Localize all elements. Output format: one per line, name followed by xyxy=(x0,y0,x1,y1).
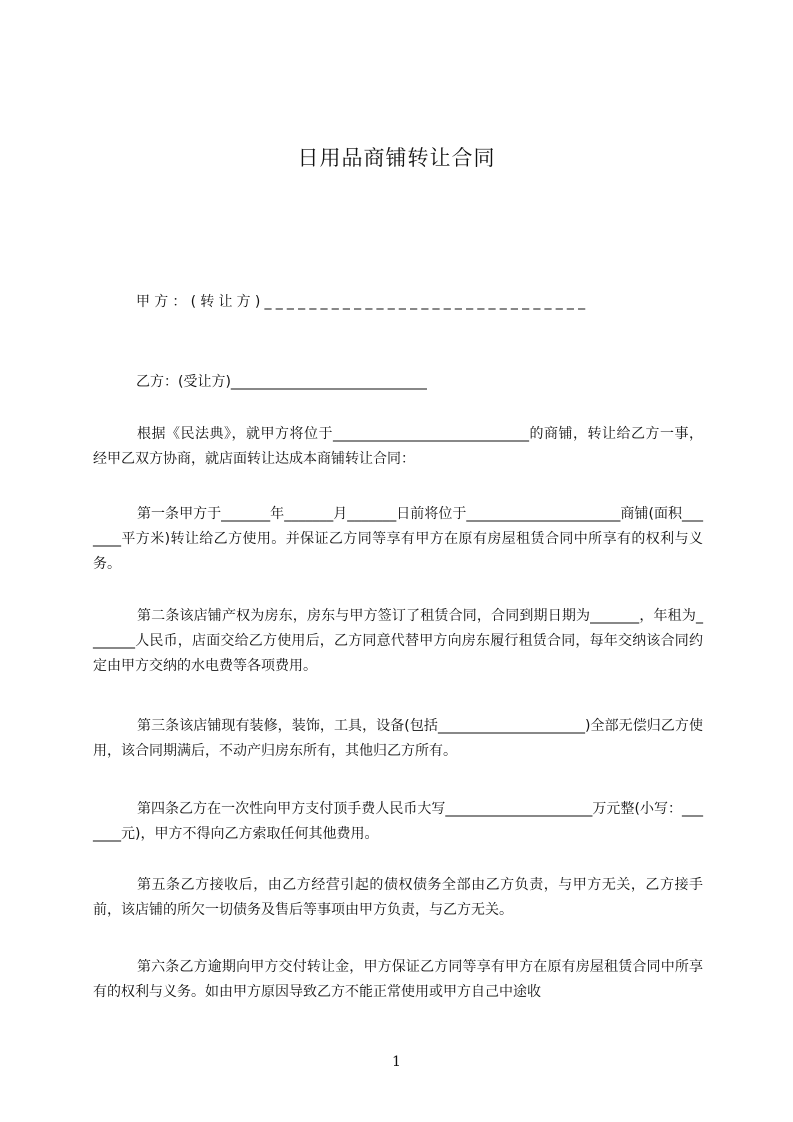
article-1-paragraph: 第一条甲方于_______年_______月_______日前将位于______________________商铺(面积_______平方米)转让给乙方使用。并保证乙方同等享有甲方在原有房屋租赁合同中所享有的权利与义务。 xyxy=(93,506,703,572)
article-3-paragraph: 第三条该店铺现有装修，装饰，工具，设备(包括_____________________)全部无偿归乙方使用，该合同期满后，不动产归房东所有，其他归乙方所有。 xyxy=(93,718,703,759)
article-4-paragraph: 第四条乙方在一次性向甲方支付顶手费人民币大写_____________________万元整(小写：_______元)，甲方不得向乙方索取任何其他费用。 xyxy=(93,801,703,842)
article-6-paragraph: 第六条乙方逾期向甲方交付转让金，甲方保证乙方同等享有甲方在原有房屋租赁合同中所享有的权利与义务。如由甲方原因导致乙方不能正常使用或甲方自己中途收 xyxy=(93,959,703,1000)
article-5-paragraph: 第五条乙方接收后，由乙方经营引起的债权债务全部由乙方负责，与甲方无关，乙方接手前，该店铺的所欠一切债务及售后等事项由甲方负责，与乙方无关。 xyxy=(93,877,703,918)
document-title: 日用品商铺转让合同 xyxy=(297,146,496,170)
article-2-paragraph: 第二条该店铺产权为房东，房东与甲方签订了租赁合同，合同到期日期为_______，年租为_______人民币，店面交给乙方使用后，乙方同意代替甲方向房东履行租赁合同，每年交纳该合同约定由甲方交纳的水电费等各项费用。 xyxy=(93,608,703,674)
party-a-line: 甲方：(转让方)_____________________________ xyxy=(136,294,590,310)
party-b-line: 乙方：(受让方)____________________________ xyxy=(136,374,427,390)
preamble-paragraph: 根据《民法典》，就甲方将位于____________________________的商铺，转让给乙方一事，经甲乙双方协商，就店面转让达成本商铺转让合同： xyxy=(93,426,703,467)
page-number: 1 xyxy=(392,1054,401,1070)
